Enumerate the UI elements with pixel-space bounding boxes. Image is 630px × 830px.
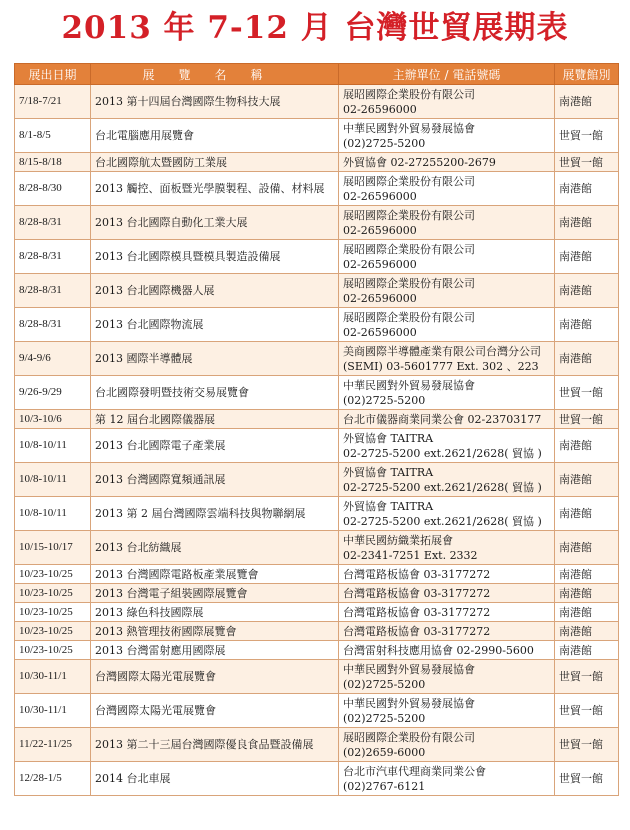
table-row bbox=[15, 172, 619, 206]
table-row bbox=[15, 240, 619, 274]
organizer-name: 中華民國對外貿易發展協會 bbox=[343, 696, 475, 710]
table-row bbox=[15, 622, 619, 641]
cell-organizer bbox=[339, 565, 555, 584]
cell-date: 10/15-10/17 bbox=[15, 531, 91, 565]
organizer-name: 外貿協會 02-27255200-2679 bbox=[343, 155, 496, 169]
cell-organizer bbox=[339, 376, 555, 410]
cell-date: 8/28-8/31 bbox=[15, 206, 91, 240]
cell-venue: 南港館 bbox=[555, 342, 619, 376]
table-row bbox=[15, 85, 619, 119]
table-row bbox=[15, 497, 619, 531]
cell-exhibition-name: 2013 台北國際模具暨模具製造設備展 bbox=[91, 240, 339, 274]
cell-exhibition-name: 台北電腦應用展覽會 bbox=[91, 119, 339, 153]
organizer-name: 外貿協會 TAITRA bbox=[343, 431, 434, 445]
organizer-name: 中華民國紡織業拓展會 bbox=[343, 533, 453, 547]
cell-organizer bbox=[339, 584, 555, 603]
cell-venue: 世貿一館 bbox=[555, 119, 619, 153]
organizer-phone: 02-26596000 bbox=[343, 223, 417, 237]
cell-date: 9/26-9/29 bbox=[15, 376, 91, 410]
cell-organizer bbox=[339, 531, 555, 565]
cell-venue: 南港館 bbox=[555, 308, 619, 342]
cell-venue: 世貿一館 bbox=[555, 660, 619, 694]
cell-venue: 南港館 bbox=[555, 463, 619, 497]
cell-organizer bbox=[339, 410, 555, 429]
cell-organizer bbox=[339, 429, 555, 463]
cell-organizer bbox=[339, 274, 555, 308]
organizer-phone: (02)2659-6000 bbox=[343, 745, 426, 759]
cell-organizer bbox=[339, 206, 555, 240]
cell-venue: 南港館 bbox=[555, 584, 619, 603]
cell-date: 8/28-8/31 bbox=[15, 274, 91, 308]
cell-exhibition-name: 2013 熱管理技術國際展覽會 bbox=[91, 622, 339, 641]
table-row bbox=[15, 376, 619, 410]
cell-exhibition-name: 台灣國際太陽光電展覽會 bbox=[91, 660, 339, 694]
cell-organizer bbox=[339, 342, 555, 376]
cell-venue: 南港館 bbox=[555, 172, 619, 206]
table-body bbox=[15, 85, 619, 796]
cell-venue: 南港館 bbox=[555, 641, 619, 660]
cell-date: 10/30-11/1 bbox=[15, 694, 91, 728]
cell-exhibition-name: 2013 台灣電子組裝國際展覽會 bbox=[91, 584, 339, 603]
cell-organizer bbox=[339, 603, 555, 622]
header-name: 展覽名稱 bbox=[91, 64, 339, 85]
cell-date: 10/23-10/25 bbox=[15, 565, 91, 584]
cell-venue: 世貿一館 bbox=[555, 153, 619, 172]
organizer-name: 展昭國際企業股份有限公司 bbox=[343, 730, 475, 744]
table-row bbox=[15, 119, 619, 153]
organizer-phone: 02-26596000 bbox=[343, 102, 417, 116]
header-venue: 展覽館別 bbox=[555, 64, 619, 85]
table-header-row bbox=[15, 64, 619, 85]
cell-exhibition-name: 2013 台灣國際電路板產業展覽會 bbox=[91, 565, 339, 584]
cell-date: 11/22-11/25 bbox=[15, 728, 91, 762]
table-row bbox=[15, 274, 619, 308]
table-row bbox=[15, 641, 619, 660]
organizer-name: 美商國際半導體產業有限公司台灣分公司 bbox=[343, 344, 541, 358]
cell-date: 8/15-8/18 bbox=[15, 153, 91, 172]
cell-date: 10/23-10/25 bbox=[15, 584, 91, 603]
organizer-phone: 02-26596000 bbox=[343, 325, 417, 339]
cell-exhibition-name: 2013 台灣國際寬頻通訊展 bbox=[91, 463, 339, 497]
table-row bbox=[15, 565, 619, 584]
organizer-phone: (02)2725-5200 bbox=[343, 677, 426, 691]
cell-date: 9/4-9/6 bbox=[15, 342, 91, 376]
cell-organizer bbox=[339, 762, 555, 796]
organizer-name: 展昭國際企業股份有限公司 bbox=[343, 242, 475, 256]
cell-exhibition-name: 2013 第二十三屆台灣國際優良食品暨設備展 bbox=[91, 728, 339, 762]
cell-exhibition-name: 2013 台北紡織展 bbox=[91, 531, 339, 565]
cell-exhibition-name: 2013 台北國際物流展 bbox=[91, 308, 339, 342]
cell-venue: 南港館 bbox=[555, 85, 619, 119]
cell-venue: 南港館 bbox=[555, 531, 619, 565]
cell-organizer bbox=[339, 172, 555, 206]
table-row bbox=[15, 153, 619, 172]
cell-date: 10/30-11/1 bbox=[15, 660, 91, 694]
organizer-name: 台灣電路板協會 03-3177272 bbox=[343, 624, 491, 638]
cell-organizer bbox=[339, 641, 555, 660]
organizer-phone: 02-26596000 bbox=[343, 189, 417, 203]
cell-date: 10/8-10/11 bbox=[15, 497, 91, 531]
cell-organizer bbox=[339, 240, 555, 274]
cell-date: 10/8-10/11 bbox=[15, 463, 91, 497]
organizer-name: 展昭國際企業股份有限公司 bbox=[343, 174, 475, 188]
organizer-name: 展昭國際企業股份有限公司 bbox=[343, 276, 475, 290]
organizer-name: 台灣電路板協會 03-3177272 bbox=[343, 605, 491, 619]
header-organizer: 主辦單位 / 電話號碼 bbox=[339, 64, 555, 85]
cell-exhibition-name: 台灣國際太陽光電展覽會 bbox=[91, 694, 339, 728]
cell-venue: 世貿一館 bbox=[555, 376, 619, 410]
table-row bbox=[15, 694, 619, 728]
organizer-phone: 02-2341-7251 Ext. 2332 bbox=[343, 548, 478, 562]
cell-exhibition-name: 2013 觸控、面板暨光學膜製程、設備、材料展 bbox=[91, 172, 339, 206]
cell-exhibition-name: 台北國際航太暨國防工業展 bbox=[91, 153, 339, 172]
cell-venue: 南港館 bbox=[555, 240, 619, 274]
cell-venue: 世貿一館 bbox=[555, 728, 619, 762]
table-row bbox=[15, 342, 619, 376]
organizer-phone: (02)2725-5200 bbox=[343, 711, 426, 725]
cell-venue: 世貿一館 bbox=[555, 762, 619, 796]
table-row bbox=[15, 584, 619, 603]
cell-date: 8/28-8/30 bbox=[15, 172, 91, 206]
organizer-name: 展昭國際企業股份有限公司 bbox=[343, 208, 475, 222]
cell-venue: 南港館 bbox=[555, 565, 619, 584]
cell-venue: 南港館 bbox=[555, 497, 619, 531]
organizer-name: 台北市汽車代理商業同業公會 bbox=[343, 764, 486, 778]
organizer-name: 外貿協會 TAITRA bbox=[343, 465, 434, 479]
cell-venue: 南港館 bbox=[555, 274, 619, 308]
cell-exhibition-name: 2013 綠色科技國際展 bbox=[91, 603, 339, 622]
cell-organizer bbox=[339, 622, 555, 641]
organizer-phone: (02)2725-5200 bbox=[343, 136, 426, 150]
organizer-phone: (02)2767-6121 bbox=[343, 779, 426, 793]
organizer-phone: (02)2725-5200 bbox=[343, 393, 426, 407]
organizer-name: 展昭國際企業股份有限公司 bbox=[343, 310, 475, 324]
cell-venue: 南港館 bbox=[555, 622, 619, 641]
table-row bbox=[15, 206, 619, 240]
header-date: 展出日期 bbox=[15, 64, 91, 85]
organizer-phone: 02-26596000 bbox=[343, 257, 417, 271]
cell-venue: 世貿一館 bbox=[555, 694, 619, 728]
cell-exhibition-name: 2013 台北國際自動化工業大展 bbox=[91, 206, 339, 240]
organizer-phone: (SEMI) 03-5601777 Ext. 302 、223 bbox=[343, 359, 539, 373]
table-row bbox=[15, 429, 619, 463]
table-row bbox=[15, 463, 619, 497]
table-row bbox=[15, 308, 619, 342]
organizer-phone: 02-2725-5200 ext.2621/2628( 貿協 ) bbox=[343, 446, 542, 460]
cell-venue: 南港館 bbox=[555, 603, 619, 622]
cell-exhibition-name: 2013 第十四屆台灣國際生物科技大展 bbox=[91, 85, 339, 119]
cell-venue: 世貿一館 bbox=[555, 410, 619, 429]
cell-organizer bbox=[339, 728, 555, 762]
table-row bbox=[15, 531, 619, 565]
cell-exhibition-name: 2013 台北國際機器人展 bbox=[91, 274, 339, 308]
cell-date: 10/23-10/25 bbox=[15, 603, 91, 622]
cell-date: 8/28-8/31 bbox=[15, 240, 91, 274]
cell-exhibition-name: 2013 國際半導體展 bbox=[91, 342, 339, 376]
table-row bbox=[15, 728, 619, 762]
table-row bbox=[15, 410, 619, 429]
exhibition-table bbox=[14, 63, 619, 796]
cell-date: 10/23-10/25 bbox=[15, 641, 91, 660]
cell-date: 8/28-8/31 bbox=[15, 308, 91, 342]
cell-organizer bbox=[339, 694, 555, 728]
organizer-name: 中華民國對外貿易發展協會 bbox=[343, 662, 475, 676]
cell-exhibition-name: 2014 台北車展 bbox=[91, 762, 339, 796]
cell-exhibition-name: 2013 第 2 屆台灣國際雲端科技與物聯網展 bbox=[91, 497, 339, 531]
cell-organizer bbox=[339, 660, 555, 694]
organizer-name: 台灣電路板協會 03-3177272 bbox=[343, 586, 491, 600]
cell-date: 7/18-7/21 bbox=[15, 85, 91, 119]
cell-exhibition-name: 台北國際發明暨技術交易展覽會 bbox=[91, 376, 339, 410]
organizer-name: 台北市儀器商業同業公會 02-23703177 bbox=[343, 412, 542, 426]
table-row bbox=[15, 660, 619, 694]
organizer-phone: 02-26596000 bbox=[343, 291, 417, 305]
page-title: 2013 年 7-12 月 台灣世貿展期表 bbox=[61, 10, 569, 46]
cell-exhibition-name: 2013 台灣雷射應用國際展 bbox=[91, 641, 339, 660]
cell-date: 10/8-10/11 bbox=[15, 429, 91, 463]
organizer-name: 中華民國對外貿易發展協會 bbox=[343, 121, 475, 135]
table-row bbox=[15, 603, 619, 622]
cell-organizer bbox=[339, 85, 555, 119]
organizer-name: 台灣電路板協會 03-3177272 bbox=[343, 567, 491, 581]
cell-venue: 南港館 bbox=[555, 206, 619, 240]
cell-organizer bbox=[339, 463, 555, 497]
cell-date: 12/28-1/5 bbox=[15, 762, 91, 796]
cell-organizer bbox=[339, 153, 555, 172]
organizer-phone: 02-2725-5200 ext.2621/2628( 貿協 ) bbox=[343, 480, 542, 494]
cell-venue: 南港館 bbox=[555, 429, 619, 463]
organizer-name: 台灣雷射科技應用協會 02-2990-5600 bbox=[343, 643, 534, 657]
cell-organizer bbox=[339, 119, 555, 153]
cell-exhibition-name: 第 12 屆台北國際儀器展 bbox=[91, 410, 339, 429]
cell-date: 10/3-10/6 bbox=[15, 410, 91, 429]
table-row bbox=[15, 762, 619, 796]
organizer-phone: 02-2725-5200 ext.2621/2628( 貿協 ) bbox=[343, 514, 542, 528]
cell-organizer bbox=[339, 497, 555, 531]
cell-exhibition-name: 2013 台北國際電子產業展 bbox=[91, 429, 339, 463]
cell-organizer bbox=[339, 308, 555, 342]
organizer-name: 展昭國際企業股份有限公司 bbox=[343, 87, 475, 101]
cell-date: 10/23-10/25 bbox=[15, 622, 91, 641]
organizer-name: 中華民國對外貿易發展協會 bbox=[343, 378, 475, 392]
organizer-name: 外貿協會 TAITRA bbox=[343, 499, 434, 513]
cell-date: 8/1-8/5 bbox=[15, 119, 91, 153]
